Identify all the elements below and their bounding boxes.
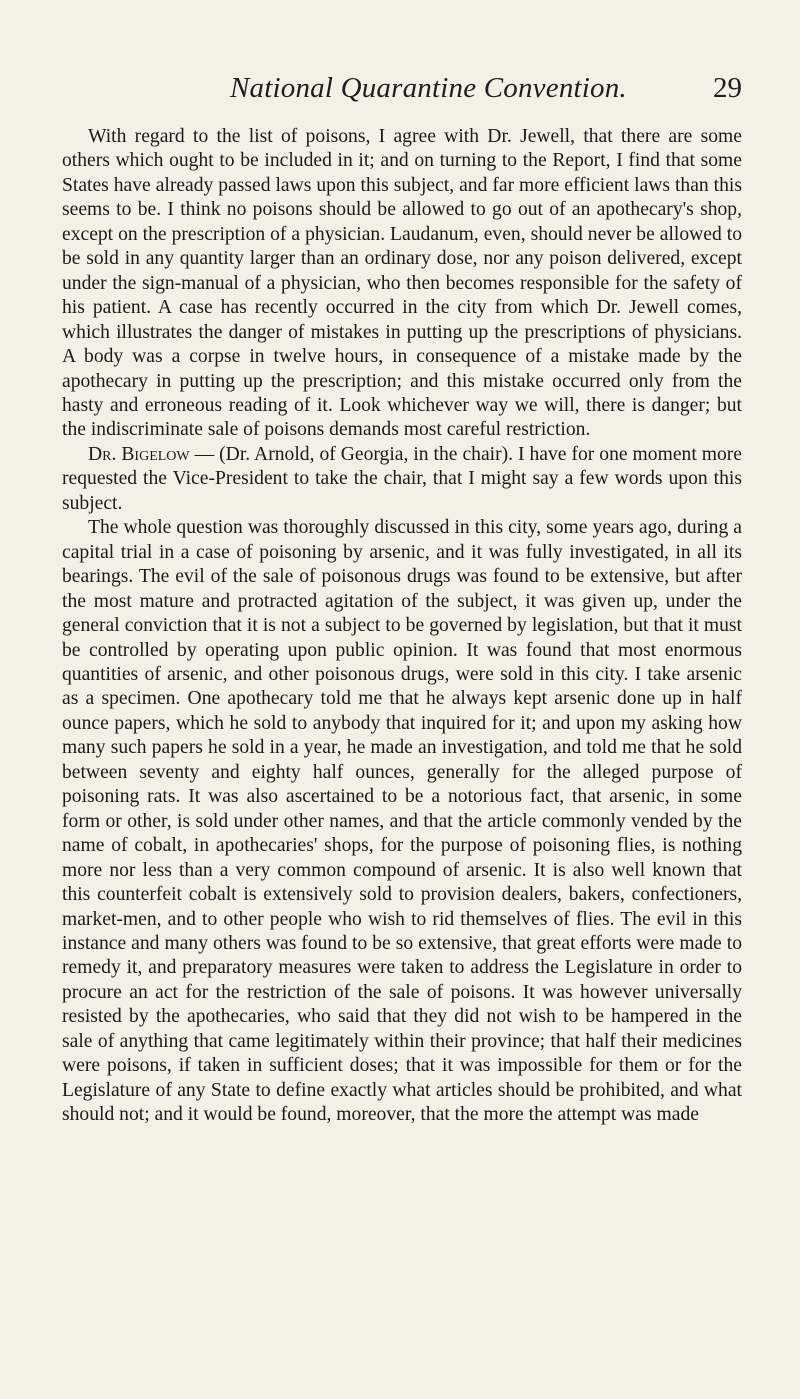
paragraph-2	[62, 443, 742, 516]
paragraph-1: With regard to the list of poisons, I agree with Dr. Jewell, that there are some others which ought to be included in it; and on turning to the Report, I find that some States have already passed laws upon this subject, and far more efficient laws than this seems to be. I think no poisons should be allowed to go out of an apothecary's shop, except on the prescription of a physician. Laudanum, even, should never be allowed to be sold in any quantity larger than an ordinary dose, nor any poison delivered, except under the sign-manual of a physician, who then becomes responsible for the safety of his patient. A case has recently occurred in the city from which Dr. Jewell comes, which illustrates the danger of mistakes in putting up the prescriptions of physicians. A body was a corpse in twelve hours, in consequence of a mistake made by the apothecary in putting up the prescription; and this mistake occurred only from the hasty and erroneous reading of it. Look whichever way we will, there is danger; but the indiscriminate sale of poisons demands most careful restriction.	[62, 126, 742, 441]
body-text	[62, 125, 742, 1128]
running-title: National Quarantine Convention.	[230, 72, 627, 104]
paragraph-2-text: — (Dr. Arnold, of Georgia, in the chair). I have for one moment more requested the Vice-President to take the chair, that I might say a few words upon this subject.	[62, 443, 742, 514]
speaker-name: Dr. Bigelow	[88, 443, 190, 465]
page-number: 29	[713, 72, 742, 104]
paragraph-3: The whole question was thoroughly discussed in this city, some years ago, during a capital trial in a case of poisoning by arsenic, and it was fully investigated, in all its bearings. The evil of the sale of poisonous drugs was found to be extensive, but after the most mature and protracted agitation of the subject, it was given up, under the general conviction that it is not a subject to be governed by legislation, but that it must be controlled by operating upon public opinion. It was found that most enormous quantities of arsenic, and other poisonous drugs, were sold in this city. I take arsenic as a specimen. One apothecary told me that he always kept arsenic done up in half ounce papers, which he sold to anybody that inquired for it; and upon my asking how many such papers he sold in a year, he made an investigation, and told me that he sold between seventy and eighty half ounces, generally for the alleged purpose of poisoning rats. It was also ascertained to be a notorious fact, that arsenic, in some form or other, is sold under other names, and that the article commonly vended by the name of cobalt, in apothecaries' shops, for the purpose of poisoning flies, is nothing more nor less than a very common compound of arsenic. It is also well known that this counterfeit cobalt is extensively sold to provision dealers, bakers, confectioners, market-men, and to other people who wish to rid themselves of flies. The evil in this instance and many others was found to be so extensive, that great efforts were made to remedy it, and preparatory measures were taken to address the Legislature in order to procure an act for the restriction of the sale of poisons. It was however universally resisted by the apothecaries, who said that they did not wish to be hampered in the sale of anything that came legitimately within their province; that half their medicines were poisons, if taken in sufficient doses; that it was impossible for them or for the Legislature of any State to define exactly what articles should be prohibited, and what should not; and it would be found, moreover, that the more the attempt was made	[62, 517, 742, 1126]
page-header	[60, 72, 742, 106]
